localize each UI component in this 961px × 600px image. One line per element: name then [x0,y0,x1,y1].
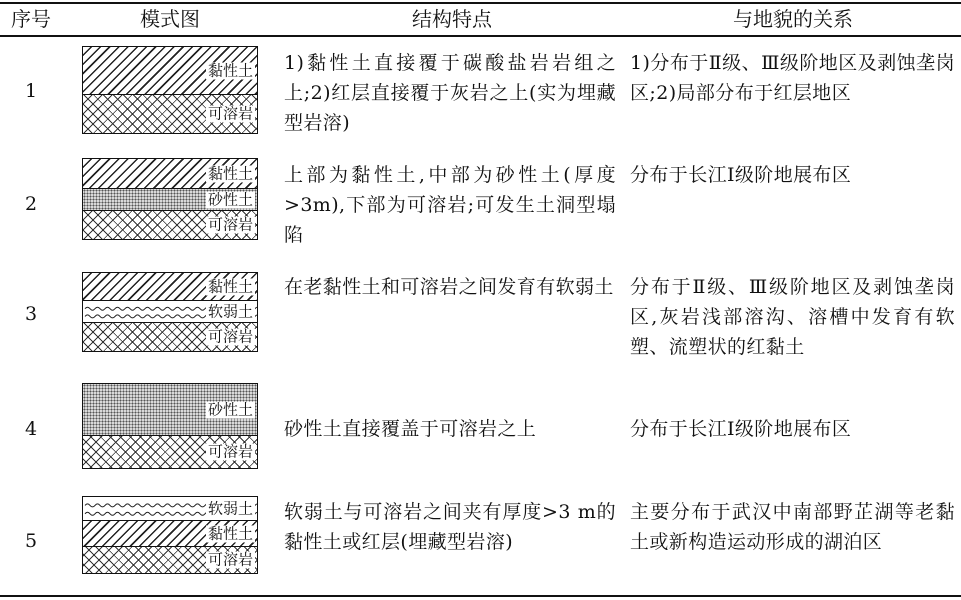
header-relation: 与地貌的关系 [733,7,853,31]
layer-label: 软弱土 [207,499,253,517]
bottom-rule [0,595,961,597]
soluble-rock-layer [82,322,258,352]
layer-label: 砂性土 [207,400,253,418]
strata-diagram [82,272,258,352]
row-number: 2 [24,193,38,215]
row-number: 1 [24,80,38,102]
relation-cell: 1)分布于Ⅱ级、Ⅲ级阶地区及剥蚀垄岗区;2)局部分布于红层地区 [630,52,955,104]
top-rule [0,2,961,4]
soluble-rock-layer [82,435,258,469]
clay-layer [82,158,258,188]
layer-label: 黏性土 [207,61,253,79]
layer-label: 可溶岩 [207,327,253,346]
row-number: 3 [24,303,38,325]
header-seq: 序号 [11,7,51,31]
layer-label: 可溶岩 [207,550,253,569]
relation-cell: 主要分布于武汉中南部野芷湖等老黏土或新构造运动形成的湖泊区 [630,501,955,553]
soluble-rock-layer [82,210,258,240]
clay-layer [82,272,258,300]
relation-cell: 分布于长江Ⅰ级阶地展布区 [630,164,852,186]
layer-label: 软弱土 [207,302,253,320]
layer-label: 可溶岩 [207,442,253,461]
strata-diagram [82,158,258,240]
row-number: 5 [24,530,38,552]
structure-cell: 砂性土直接覆盖于可溶岩之上 [284,418,537,440]
header-rule [0,35,961,37]
layer-label: 可溶岩 [207,215,253,234]
header-structure: 结构特点 [412,7,492,31]
row-number: 4 [24,418,38,440]
structure-cell: 软弱土与可溶岩之间夹有厚度>3 m的黏性土或红层(埋藏型岩溶) [284,501,616,553]
layer-label: 黏性土 [207,277,253,295]
layer-label: 黏性土 [207,164,253,182]
structure-cell: 1)黏性土直接覆于碳酸盐岩岩组之上;2)红层直接覆于灰岩之上(实为埋藏型岩溶) [284,52,616,134]
sandy-soil-layer [82,383,258,435]
clay-layer [82,520,258,546]
layer-label: 黏性土 [207,524,253,542]
strata-diagram [82,383,258,469]
soft-soil-layer [82,300,258,322]
soluble-rock-layer [82,546,258,574]
strata-diagram [82,496,258,574]
soluble-rock-layer [82,94,258,134]
layer-label: 可溶岩 [207,104,253,123]
structure-cell: 在老黏性土和可溶岩之间发育有软弱土 [284,276,614,298]
header-diagram: 模式图 [140,7,200,31]
layer-label: 砂性土 [207,190,253,208]
soft-soil-layer [82,496,258,520]
relation-cell: 分布于Ⅱ级、Ⅲ级阶地区及剥蚀垄岗区,灰岩浅部溶沟、溶槽中发育有软塑、流塑状的红黏土 [630,276,955,358]
sandy-soil-layer [82,188,258,210]
clay-layer [82,46,258,94]
structure-cell: 上部为黏性土,中部为砂性土(厚度>3m),下部为可溶岩;可发生土洞型塌陷 [284,164,616,246]
strata-diagram [82,46,258,134]
relation-cell: 分布于长江Ⅰ级阶地展布区 [630,418,852,440]
